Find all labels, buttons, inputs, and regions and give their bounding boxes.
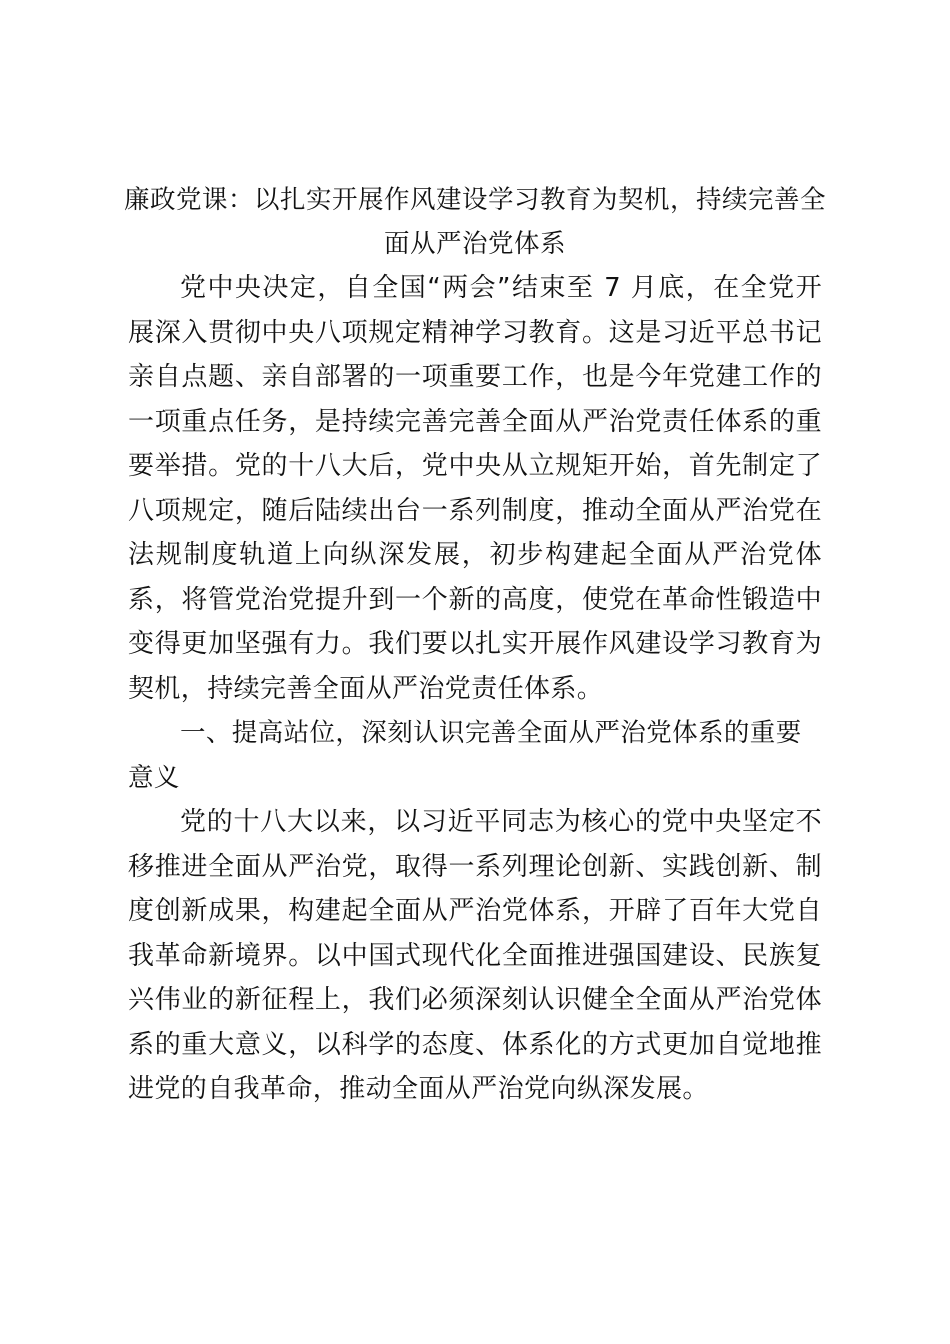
document-title <box>123 178 826 266</box>
document-page <box>123 178 826 1112</box>
document-title-line-1: 廉政党课：以扎实开展作风建设学习教育为契机，持续完善全 <box>123 185 826 215</box>
body-paragraph-2: 党的十八大以来，以习近平同志为核心的党中央坚定不移推进全面从严治党，取得一系列理论创新、实践创新、制度创新成果，构建起全面从严治党体系，开辟了百年大党自我革命新境界。以中国式现代化全面推进强国建设、民族复兴伟业的新征程上，我们必须深刻认识健全全面从严治党体系的重大意义，以科学的态度、体系化的方式更加自觉地推进党的自我革命，推动全面从严治党向纵深发展。 <box>128 807 822 1104</box>
section-heading-1: 一、提高站位，深刻认识完善全面从严治党体系的重要意义 <box>128 718 802 793</box>
document-title-line-2: 面从严治党体系 <box>383 229 566 259</box>
body-paragraph-1: 党中央决定，自全国“两会”结束至 7 月底，在全党开展深入贯彻中央八项规定精神学习教育。这是习近平总书记亲自点题、亲自部署的一项重要工作，也是今年党建工作的一项重点任务，是持续完善完善全面从严治党责任体系的重要举措。党的十八大后，党中央从立规矩开始，首先制定了八项规定，随后陆续出台一系列制度，推动全面从严治党在法规制度轨道上向纵深发展，初步构建起全面从严治党体系，将管党治党提升到一个新的高度，使党在革命性锻造中变得更加坚强有力。我们要以扎实开展作风建设学习教育为契机，持续完善全面从严治党责任体系。 <box>128 273 822 704</box>
